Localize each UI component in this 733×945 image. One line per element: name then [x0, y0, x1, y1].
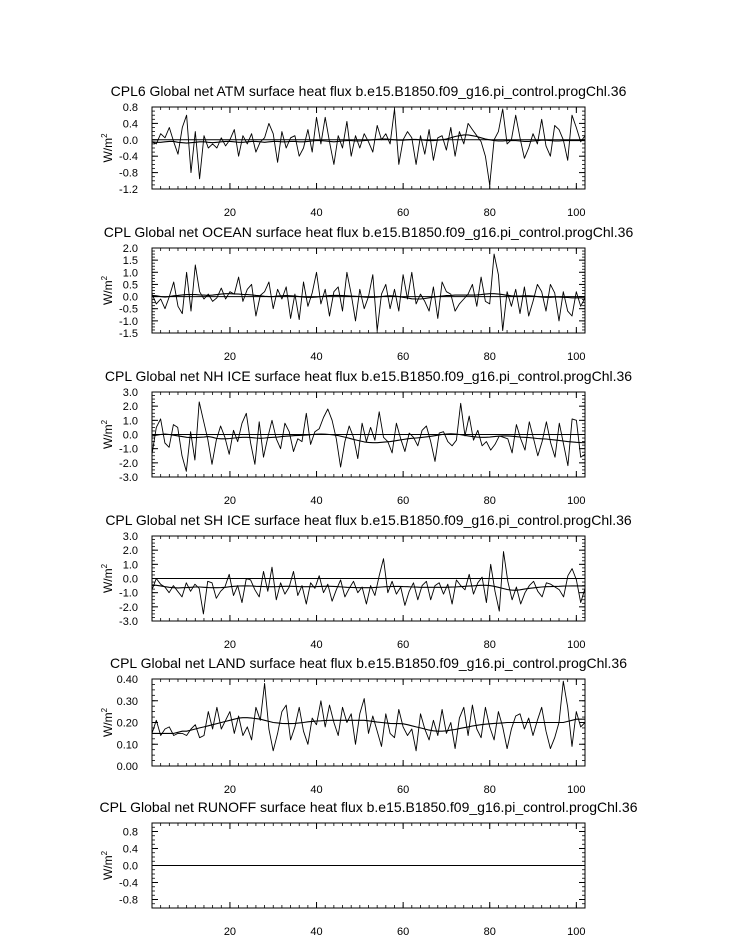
x-tick-label: 100 [567, 207, 586, 219]
series-line-annual [152, 109, 585, 185]
y-axis-label [100, 563, 115, 593]
y-tick-label: -3.0 [119, 616, 138, 628]
y-tick-label: 3.0 [122, 387, 138, 399]
y-axis-label-unit: W/m [101, 137, 115, 163]
x-tick-label: 20 [223, 495, 237, 507]
y-tick-label: -0.8 [119, 894, 138, 907]
chart-panel-3 [100, 368, 632, 507]
y-axis-label-exponent: 2 [100, 419, 109, 425]
chart-title: CPL6 Global net ATM surface heat flux b.e15.B1850.f09_g16.pi_control.progChl.36 [110, 83, 627, 99]
y-axis-label-exponent: 2 [100, 563, 109, 569]
x-tick-label: 100 [567, 639, 586, 651]
y-tick-label: 1.5 [122, 255, 138, 268]
x-tick-label: 40 [310, 351, 323, 363]
x-tick-label: 60 [397, 351, 410, 363]
y-tick-label: -0.5 [119, 303, 138, 316]
x-tick-label: 80 [483, 351, 496, 363]
y-axis-label-exponent: 2 [100, 707, 109, 713]
chart-title: CPL Global net OCEAN surface heat flux b.e15.B1850.f09_g16.pi_control.progChl.36 [103, 224, 634, 240]
y-tick-label: 3.0 [122, 531, 138, 543]
x-tick-label: 100 [567, 351, 586, 363]
y-tick-label: 0.4 [122, 118, 138, 131]
chart-title: CPL Global net SH ICE surface heat flux b.e15.B1850.f09_g16.pi_control.progChl.36 [105, 512, 632, 528]
y-tick-label: -1.0 [119, 443, 138, 456]
y-tick-label: -1.0 [119, 315, 138, 328]
series-line-annual [152, 254, 585, 331]
y-axis-label-unit: W/m [101, 568, 115, 594]
y-axis-label-unit: W/m [101, 424, 115, 450]
y-axis-label-exponent: 2 [100, 133, 109, 138]
y-tick-label: 0.8 [122, 102, 138, 114]
chart-panel-6 [99, 799, 637, 938]
y-axis-label-unit: W/m [101, 712, 115, 738]
y-tick-label: -1.2 [119, 184, 138, 196]
series-line-annual [152, 681, 585, 751]
y-axis-label [100, 850, 115, 880]
y-tick-label: -0.4 [119, 151, 138, 164]
y-tick-label: 1.0 [122, 559, 138, 572]
chart-title: CPL Global net LAND surface heat flux b.e15.B1850.f09_g16.pi_control.progChl.36 [109, 655, 628, 671]
y-tick-label: -3.0 [119, 472, 138, 484]
x-tick-label: 40 [310, 639, 323, 651]
x-tick-label: 40 [310, 495, 323, 507]
y-tick-label: -2.0 [119, 457, 138, 470]
y-tick-label: 0.0 [122, 573, 138, 586]
x-tick-label: 20 [223, 784, 237, 796]
plot-frame [152, 248, 585, 333]
y-tick-label: 0.4 [122, 843, 138, 856]
y-axis-label-exponent: 2 [100, 850, 109, 856]
chart-panel-5 [100, 655, 627, 796]
series-line-annual [152, 552, 585, 614]
y-tick-label: 0.40 [116, 674, 138, 686]
y-tick-label: -0.8 [119, 167, 138, 180]
y-tick-label: 0.0 [122, 134, 138, 147]
y-tick-label: 2.0 [122, 401, 138, 414]
x-tick-label: 20 [223, 926, 237, 938]
chart-title: CPL Global net NH ICE surface heat flux b.e15.B1850.f09_g16.pi_control.progChl.36 [104, 368, 633, 384]
x-tick-label: 40 [310, 207, 323, 219]
y-tick-label: 2.0 [122, 243, 138, 255]
x-tick-label: 80 [483, 784, 496, 796]
x-tick-label: 60 [397, 784, 410, 796]
y-tick-label: 0.8 [122, 826, 138, 839]
y-axis-label-unit: W/m [101, 280, 115, 306]
y-tick-label: 0.10 [116, 739, 138, 752]
y-axis-label [100, 419, 115, 449]
y-tick-label: 0.0 [122, 860, 138, 873]
chart-title: CPL Global net RUNOFF surface heat flux b.e15.B1850.f09_g16.pi_control.progChl.36 [99, 799, 638, 815]
y-tick-label: 0.00 [116, 761, 138, 773]
y-axis-label-exponent: 2 [100, 275, 109, 281]
y-axis-label-unit: W/m [101, 855, 115, 881]
x-tick-label: 100 [567, 495, 586, 507]
x-tick-label: 60 [397, 207, 410, 219]
x-tick-label: 60 [397, 495, 410, 507]
chart-panel-4 [100, 512, 632, 651]
y-tick-label: 2.0 [122, 545, 138, 558]
x-tick-label: 60 [397, 926, 410, 938]
chart-panel-2 [100, 224, 633, 363]
x-tick-label: 100 [567, 926, 586, 938]
x-tick-label: 80 [483, 207, 496, 219]
y-tick-label: 1.0 [122, 267, 138, 280]
y-tick-label: -0.4 [119, 877, 138, 890]
x-tick-label: 80 [483, 639, 496, 651]
x-tick-label: 80 [483, 495, 496, 507]
x-tick-label: 20 [223, 351, 237, 363]
y-axis-label [100, 707, 115, 737]
y-tick-label: 0.5 [122, 279, 138, 292]
chart-panel-1 [100, 83, 627, 219]
y-tick-label: -1.5 [119, 328, 138, 340]
x-tick-label: 20 [223, 207, 237, 219]
y-tick-label: 0.30 [116, 695, 138, 708]
y-tick-label: 0.0 [122, 429, 138, 442]
series-line-smoothed [152, 585, 585, 590]
x-tick-label: 80 [483, 926, 496, 938]
x-tick-label: 20 [223, 639, 237, 651]
x-tick-label: 40 [310, 784, 323, 796]
x-tick-label: 40 [310, 926, 323, 938]
y-tick-label: 0.20 [116, 717, 138, 730]
y-axis-label [100, 275, 115, 305]
y-axis-label [100, 133, 115, 163]
y-tick-label: 0.0 [122, 291, 138, 304]
y-tick-label: -1.0 [119, 587, 138, 600]
y-tick-label: 1.0 [122, 415, 138, 428]
x-tick-label: 100 [567, 784, 586, 796]
x-tick-label: 60 [397, 639, 410, 651]
y-tick-label: -2.0 [119, 601, 138, 614]
